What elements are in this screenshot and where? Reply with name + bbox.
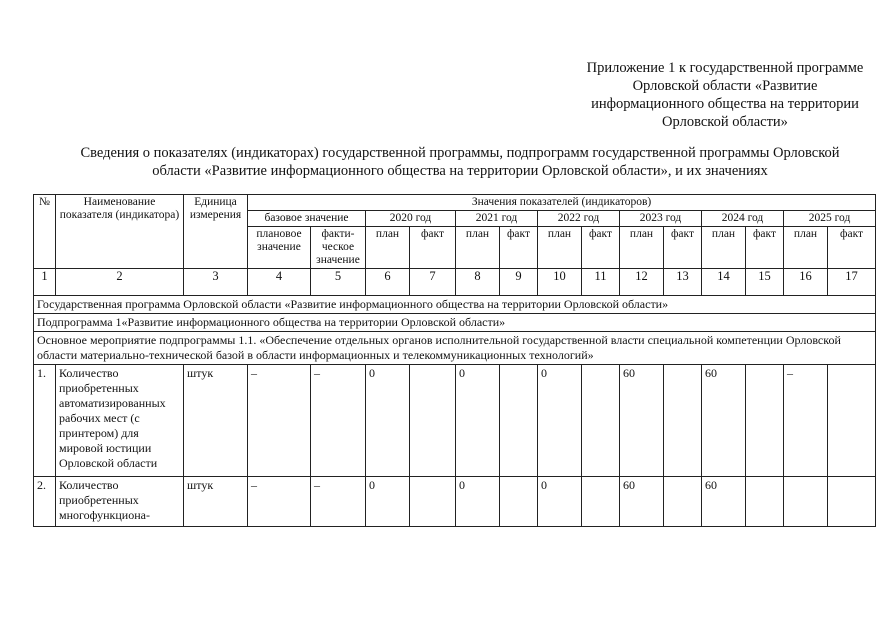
value-cell: – bbox=[248, 365, 311, 477]
header-year: 2024 год bbox=[702, 211, 784, 227]
program-row bbox=[34, 296, 876, 314]
value-cell: 60 bbox=[620, 477, 664, 527]
header-year: 2020 год bbox=[366, 211, 456, 227]
header-plan: план bbox=[538, 227, 582, 269]
col-number: 3 bbox=[184, 269, 248, 296]
value-cell: – bbox=[311, 365, 366, 477]
header-year: 2023 год bbox=[620, 211, 702, 227]
table-row bbox=[34, 477, 876, 527]
value-cell bbox=[582, 365, 620, 477]
header-unit: Единица измерения bbox=[184, 195, 248, 269]
col-number: 7 bbox=[410, 269, 456, 296]
col-number: 9 bbox=[500, 269, 538, 296]
col-number: 6 bbox=[366, 269, 410, 296]
unit-cell: штук bbox=[184, 365, 248, 477]
unit-cell: штук bbox=[184, 477, 248, 527]
header-plan: план bbox=[456, 227, 500, 269]
col-number: 16 bbox=[784, 269, 828, 296]
col-number: 4 bbox=[248, 269, 311, 296]
col-number: 10 bbox=[538, 269, 582, 296]
col-number: 11 bbox=[582, 269, 620, 296]
row-number: 2. bbox=[34, 477, 56, 527]
header-fact: факт bbox=[828, 227, 876, 269]
header-actual-base: факти-ческое значение bbox=[311, 227, 366, 269]
indicator-name: Количество приобретенных многофункциона- bbox=[56, 477, 184, 527]
header-fact: факт bbox=[410, 227, 456, 269]
value-cell bbox=[784, 477, 828, 527]
table-row bbox=[34, 365, 876, 477]
value-cell: 0 bbox=[456, 365, 500, 477]
measure-row bbox=[34, 332, 876, 365]
col-number: 14 bbox=[702, 269, 746, 296]
header-num: № bbox=[34, 195, 56, 269]
value-cell bbox=[828, 477, 876, 527]
row-number: 1. bbox=[34, 365, 56, 477]
value-cell bbox=[500, 365, 538, 477]
col-number: 13 bbox=[664, 269, 702, 296]
header-values: Значения показателей (индикаторов) bbox=[248, 195, 876, 211]
col-number: 5 bbox=[311, 269, 366, 296]
value-cell: 0 bbox=[366, 365, 410, 477]
indicator-name: Количество приобретенных автоматизированных рабочих мест (с принтером) для мировой юстиции Орловской области bbox=[56, 365, 184, 477]
value-cell bbox=[500, 477, 538, 527]
appendix-line: информационного общества на территории bbox=[591, 96, 859, 112]
document-heading bbox=[40, 144, 880, 180]
value-cell: – bbox=[311, 477, 366, 527]
col-number: 17 bbox=[828, 269, 876, 296]
header-plan: план bbox=[366, 227, 410, 269]
indicators-table bbox=[33, 194, 876, 527]
appendix-line: Приложение 1 к государственной программе bbox=[586, 60, 864, 76]
header-name: Наименование показателя (индикатора) bbox=[56, 195, 184, 269]
program-title: Государственная программа Орловской области «Развитие информационного общества на территории Орловской области» bbox=[34, 296, 876, 314]
appendix-line: Орловской области «Развитие bbox=[632, 78, 818, 94]
header-year: 2022 год bbox=[538, 211, 620, 227]
appendix-line: Орловской области» bbox=[662, 114, 788, 130]
heading-line: области «Развитие информационного общества на территории Орловской области», и их значениях bbox=[152, 163, 768, 179]
col-number: 12 bbox=[620, 269, 664, 296]
value-cell: 60 bbox=[620, 365, 664, 477]
value-cell: 0 bbox=[456, 477, 500, 527]
subprogram-row bbox=[34, 314, 876, 332]
value-cell: 0 bbox=[538, 365, 582, 477]
header-fact: факт bbox=[746, 227, 784, 269]
header-year: 2025 год bbox=[784, 211, 876, 227]
header-plan: план bbox=[784, 227, 828, 269]
value-cell bbox=[828, 365, 876, 477]
subprogram-title: Подпрограмма 1«Развитие информационного общества на территории Орловской области» bbox=[34, 314, 876, 332]
header-base: базовое значение bbox=[248, 211, 366, 227]
header-fact: факт bbox=[500, 227, 538, 269]
value-cell bbox=[664, 365, 702, 477]
header-fact: факт bbox=[582, 227, 620, 269]
heading-line: Сведения о показателях (индикаторах) государственной программы, подпрограмм государственной программы Орловской bbox=[80, 145, 840, 161]
value-cell: – bbox=[784, 365, 828, 477]
appendix-note bbox=[575, 59, 875, 131]
value-cell bbox=[410, 365, 456, 477]
col-number: 2 bbox=[56, 269, 184, 296]
value-cell bbox=[410, 477, 456, 527]
col-number: 15 bbox=[746, 269, 784, 296]
value-cell bbox=[582, 477, 620, 527]
header-plan: план bbox=[702, 227, 746, 269]
column-numbers-row bbox=[34, 269, 876, 296]
value-cell: 60 bbox=[702, 477, 746, 527]
col-number: 1 bbox=[34, 269, 56, 296]
value-cell: 0 bbox=[366, 477, 410, 527]
value-cell: 60 bbox=[702, 365, 746, 477]
col-number: 8 bbox=[456, 269, 500, 296]
value-cell bbox=[746, 365, 784, 477]
value-cell: 0 bbox=[538, 477, 582, 527]
header-plan: план bbox=[620, 227, 664, 269]
value-cell bbox=[746, 477, 784, 527]
header-row-1 bbox=[34, 195, 876, 211]
header-fact: факт bbox=[664, 227, 702, 269]
header-planned: плановое значение bbox=[248, 227, 311, 269]
value-cell bbox=[664, 477, 702, 527]
measure-title: Основное мероприятие подпрограммы 1.1. «Обеспечение отдельных органов исполнительной государственной власти специальной компетенции Орловской области материально-технической базой в области информационных и телекоммуникационных технологий» bbox=[34, 332, 876, 365]
header-year: 2021 год bbox=[456, 211, 538, 227]
value-cell: – bbox=[248, 477, 311, 527]
